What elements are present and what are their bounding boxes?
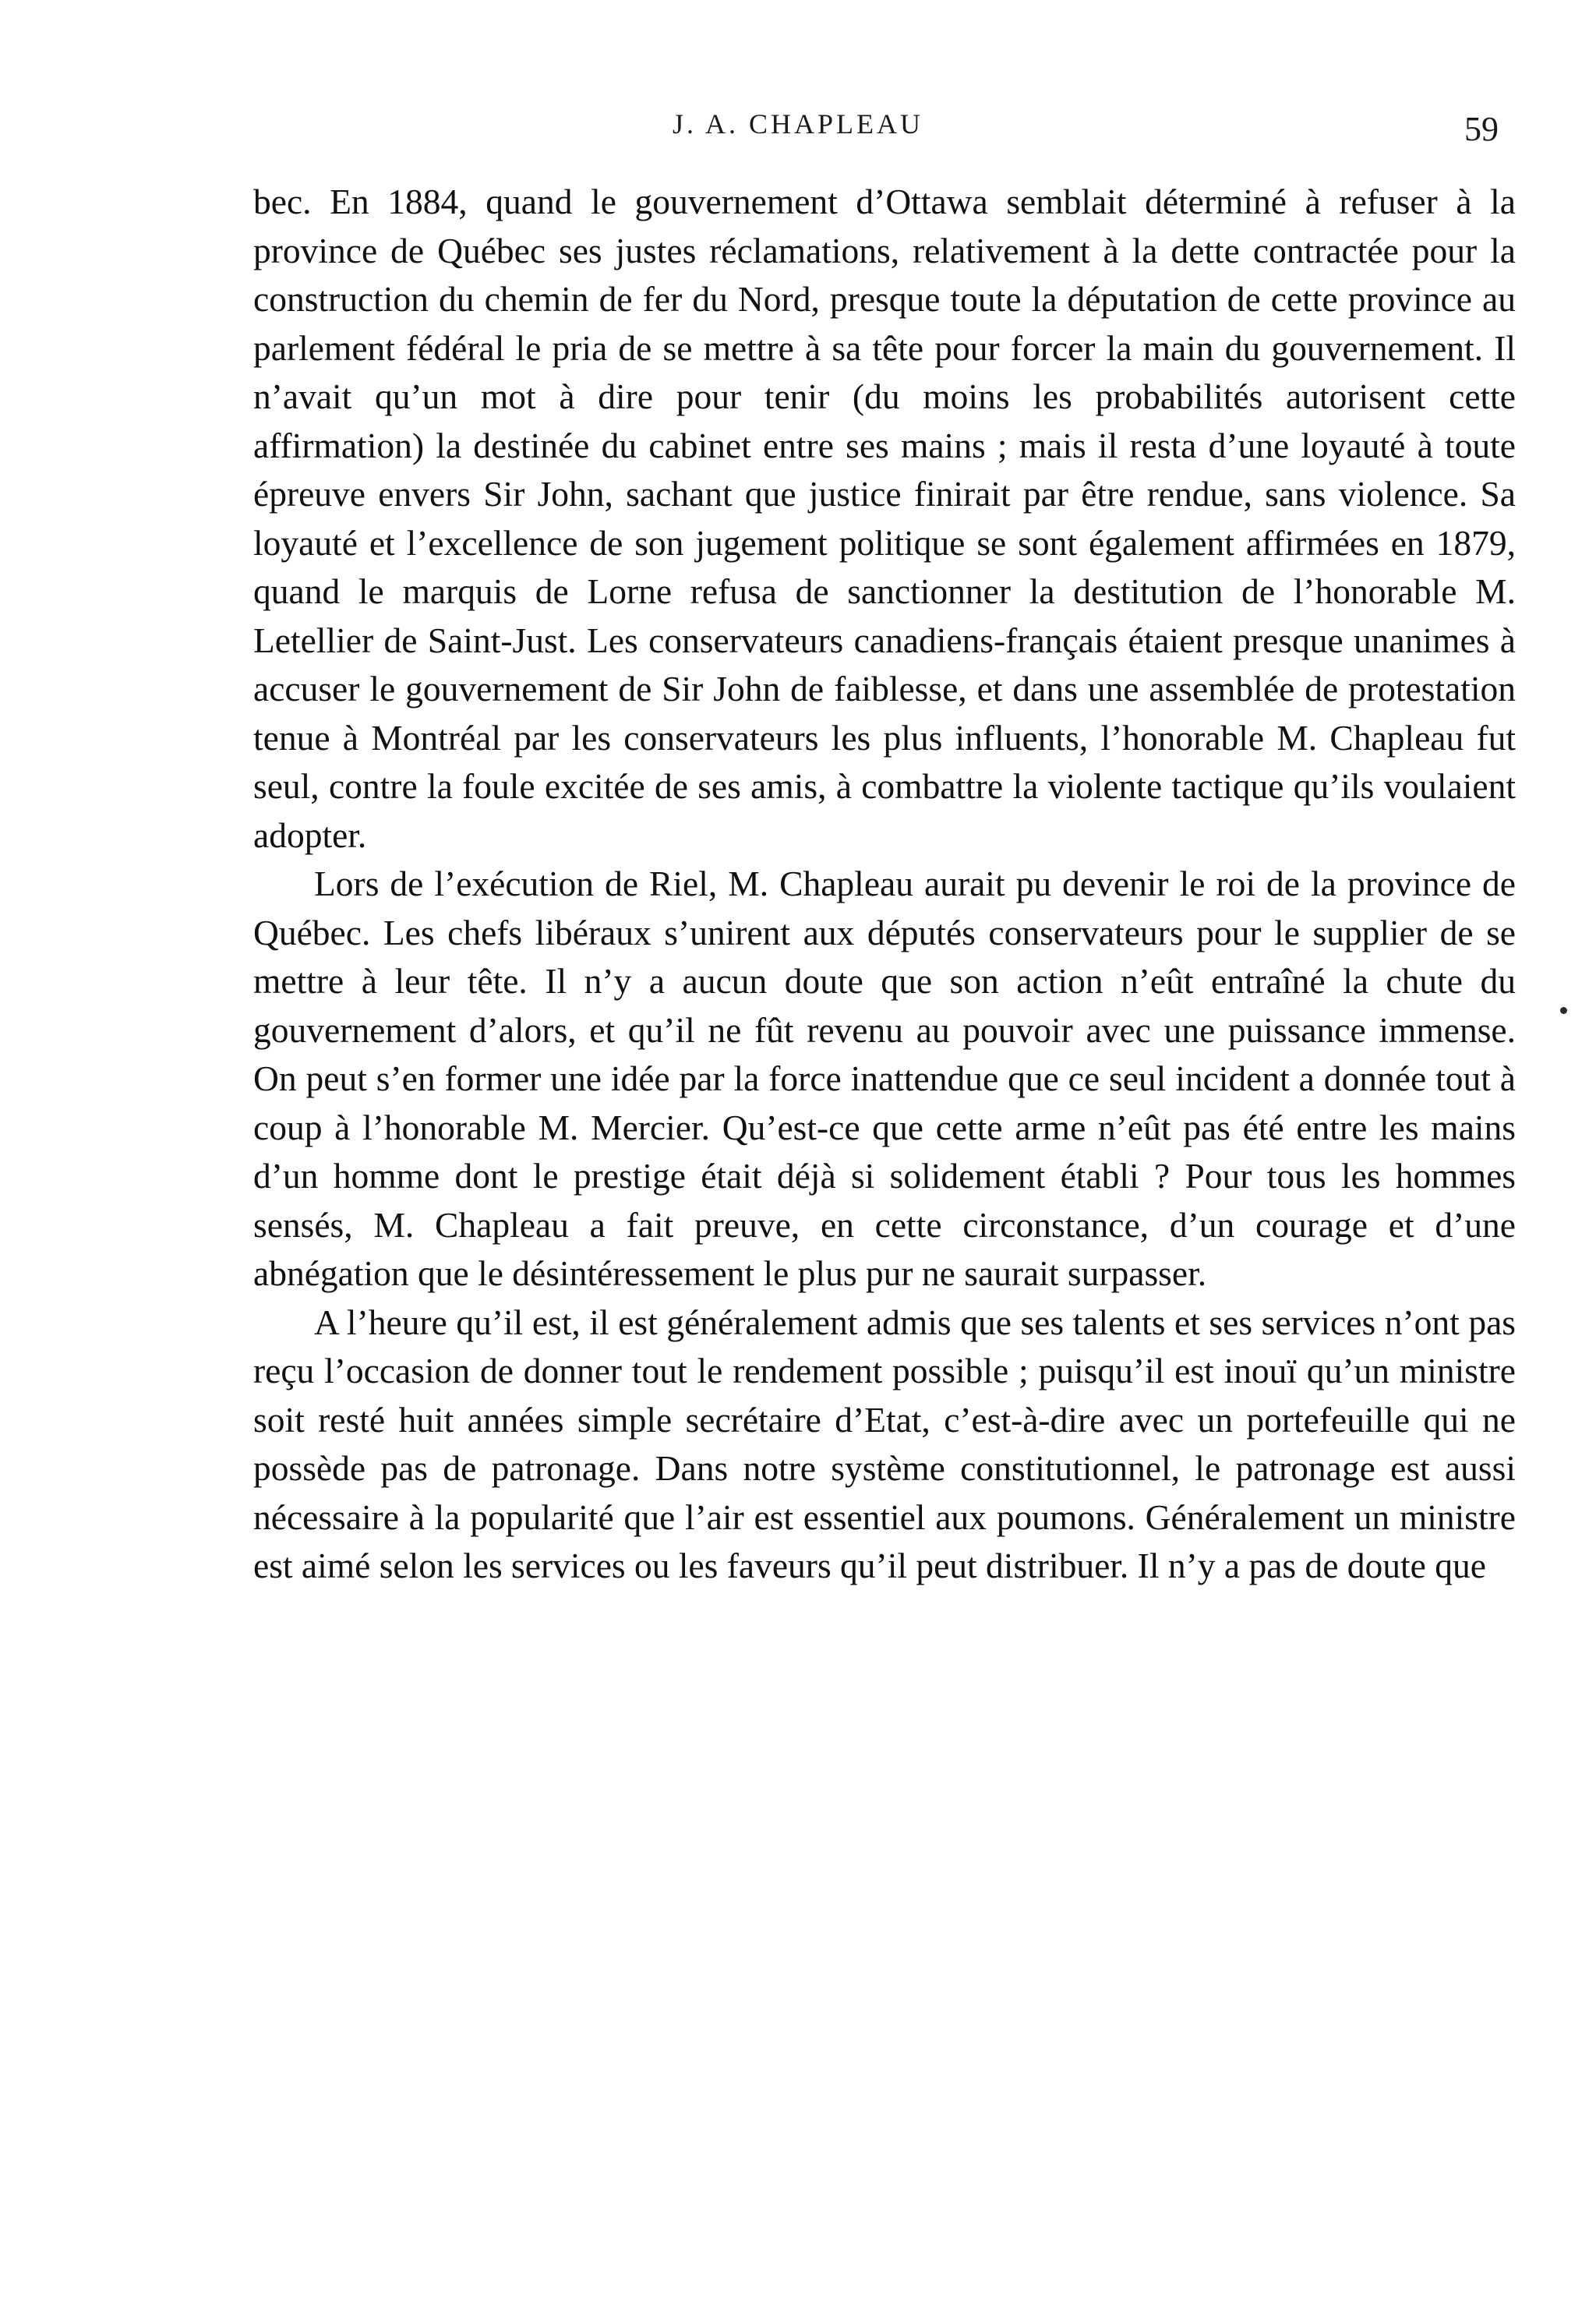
paragraph-3: A l’heure qu’il est, il est généralement admis que ses talents et ses services n’ont pas reçu l’occasion de donner tout le rendement possible ; puisqu’il est inouï qu’un ministre soit resté huit années simple secrétaire d’Etat, c’est-à-dire avec un portefeuille qui ne possède pas de patronage. Dans notre système constitutionnel, le patronage est aussi nécessaire à la popularité que l’air est essentiel aux poumons. Généralement un ministre est aimé selon les services ou les faveurs qu’il peut distribuer. Il n’y a pas de doute que: [253, 1302, 1516, 1585]
paragraph-2: Lors de l’exécution de Riel, M. Chapleau aurait pu devenir le roi de la province de Québec. Les chefs libéraux s’unirent aux députés conservateurs pour le supplier de se mettre à leur tête. Il n’y a aucun doute que son action n’eût entraîné la chute du gouvernement d’alors, et qu’il ne fût revenu au pouvoir avec une puissance immense. On peut s’en former une idée par la force inattendue que ce seul incident a donnée tout à coup à l’honorable M. Mercier. Qu’est-ce que cette arme n’eût pas été entre les mains d’un homme dont le prestige était déjà si solidement établi ? Pour tous les hommes sensés, M. Chapleau a fait preuve, en cette circonstance, d’un courage et d’une abnégation que le désintéressement le plus pur ne saurait surpasser.: [253, 864, 1516, 1293]
page-number: 59: [1464, 110, 1499, 148]
ink-speck: [1560, 1007, 1567, 1014]
body-text: [253, 178, 1516, 1591]
running-head: J. A. CHAPLEAU: [672, 108, 924, 140]
paragraph-1: bec. En 1884, quand le gouvernement d’Ottawa semblait déterminé à refuser à la province de Québec ses justes réclamations, relativement à la dette contractée pour la construction du chemin de fer du Nord, presque toute la députation de cette province au parlement fédéral le pria de se mettre à sa tête pour forcer la main du gouvernement. Il n’avait qu’un mot à dire pour tenir (du moins les probabilités autorisent cette affirmation) la destinée du cabinet entre ses mains ; mais il resta d’une loyauté à toute épreuve envers Sir John, sachant que justice finirait par être rendue, sans violence. Sa loyauté et l’excellence de son jugement politique se sont également affirmées en 1879, quand le marquis de Lorne refusa de sanctionner la destitution de l’honorable M. Letellier de Saint-Just. Les conservateurs canadiens-français étaient presque unanimes à accuser le gouvernement de Sir John de faiblesse, et dans une assemblée de protestation tenue à Montréal par les conservateurs les plus influents, l’honorable M. Chapleau fut seul, contre la foule excitée de ses amis, à combattre la violente tactique qu’ils voulaient adopter.: [253, 182, 1516, 855]
